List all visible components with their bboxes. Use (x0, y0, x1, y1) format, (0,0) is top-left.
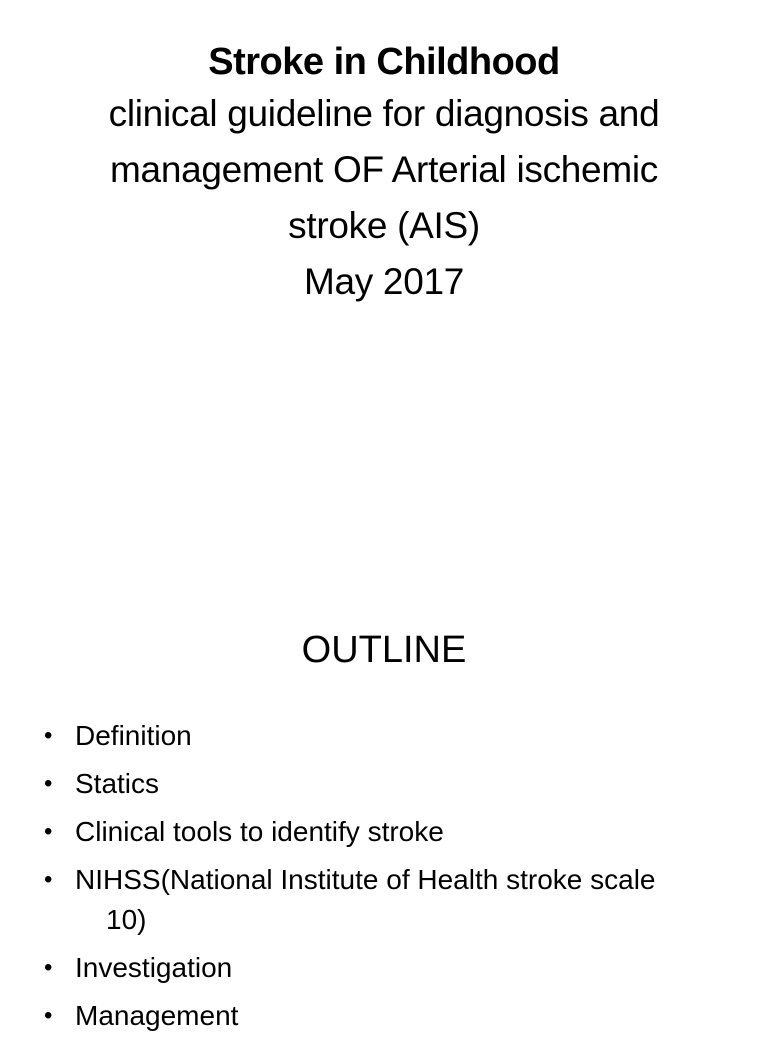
bullet-icon: • (44, 770, 53, 797)
bullet-icon: • (44, 818, 53, 845)
outline-heading: OUTLINE (301, 629, 467, 671)
list-item (44, 996, 744, 1036)
title-slide (0, 0, 768, 512)
date-line: May 2017 (303, 261, 465, 302)
list-item-text: NIHSS(National Institute of Health stroke scale (75, 864, 656, 895)
list-item (44, 812, 744, 852)
subtitle-line-1: clinical guideline for diagnosis and (108, 93, 660, 134)
list-item-text: Management (75, 1000, 239, 1031)
slide-title: Stroke in Childhood (208, 41, 560, 83)
bullet-icon: • (44, 722, 53, 749)
list-item-text: Clinical tools to identify stroke (75, 816, 444, 847)
title-block (0, 38, 768, 310)
list-item (44, 948, 744, 988)
list-item (44, 764, 744, 804)
bullet-icon: • (44, 954, 53, 981)
outline-slide (0, 512, 768, 1031)
list-item (44, 716, 744, 756)
list-item-text: Definition (75, 720, 192, 751)
list-item-text: Statics (75, 768, 160, 799)
list-item-text: Investigation (75, 952, 233, 983)
bullet-icon: • (44, 866, 53, 893)
bullet-icon: • (44, 1002, 53, 1029)
outline-list (44, 716, 744, 1044)
list-item-text-continued: 10) (106, 904, 147, 935)
subtitle-line-3: stroke (AIS) (288, 205, 480, 246)
list-item (44, 860, 744, 940)
subtitle-line-2: management OF Arterial ischemic (110, 149, 658, 190)
